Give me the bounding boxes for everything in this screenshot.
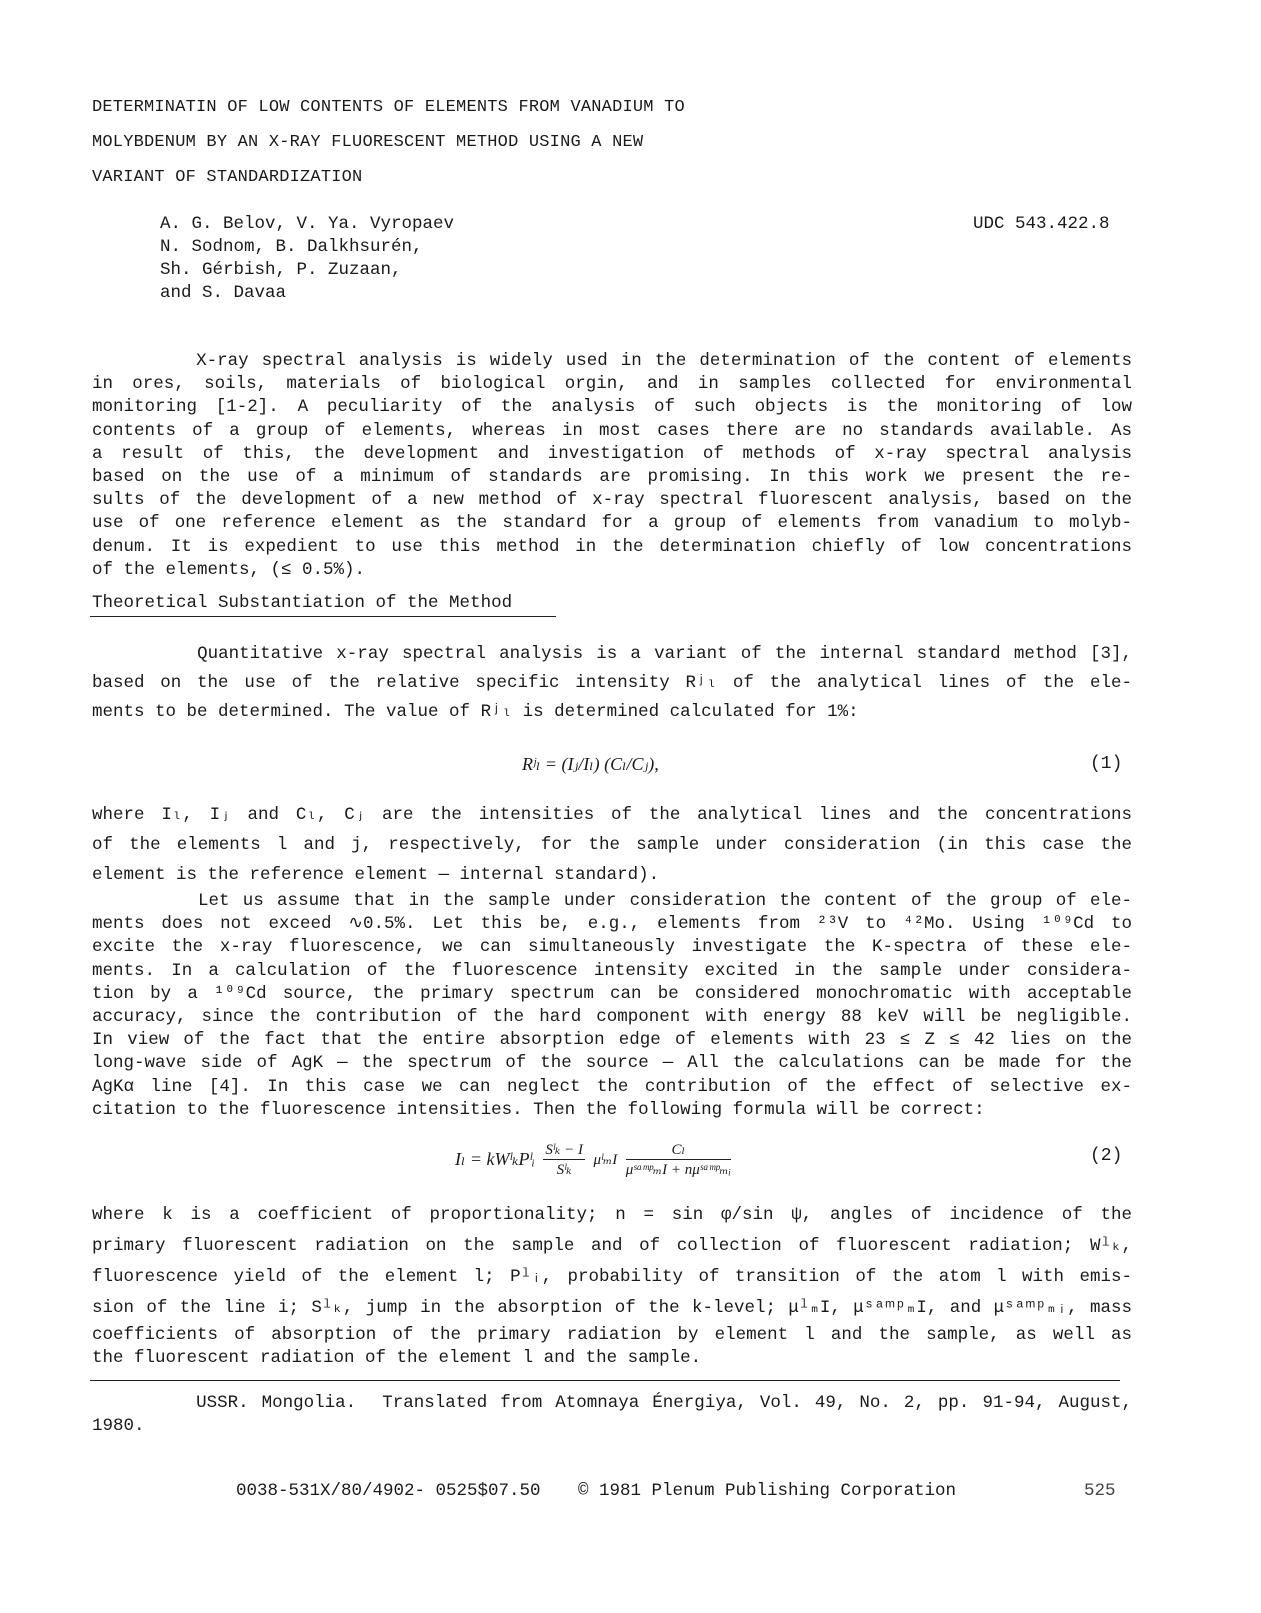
eq2-mu: μˡₘI: [593, 1152, 618, 1168]
text-line: use of one reference element as the standard for a group of elements from vanadium to molyb-: [92, 513, 1132, 534]
title-line-3: VARIANT OF STANDARDIZATION: [92, 168, 363, 187]
text-line: element is the reference element — internal standard).: [92, 865, 660, 885]
footnote: [92, 1392, 1132, 1438]
text-line: Let us assume that in the sample under consideration the content of the group of ele-: [92, 891, 1132, 911]
text-line: ments to be determined. The value of Rʲₗ is determined calculated for 1%:: [92, 702, 859, 722]
eq2-fraction-1: [543, 1140, 585, 1179]
text-line: excite the x-ray fluorescence, we can simultaneously investigate the K-spectra of these ele-: [92, 937, 1132, 958]
author-line-4: and S. Davaa: [160, 283, 287, 303]
author-line-3: Sh. Gérbish, P. Zuzaan,: [160, 260, 402, 280]
text-line: a result of this, the development and investigation of methods of x-ray spectral analysis: [92, 443, 1132, 464]
text-line: X-ray spectral analysis is widely used in the determination of the content of elements: [92, 351, 1132, 371]
udc-code: UDC 543.422.8: [973, 214, 1110, 234]
text-line: the fluorescent radiation of the element l and the sample.: [92, 1348, 702, 1368]
footnote-rule: [90, 1380, 1120, 1381]
text-line: sion of the line i; Sˡₖ, jump in the absorption of the k-level; μˡₘI, μˢᵃᵐᵖₘI, and μˢᵃᵐᵖₘᵢ, mass: [92, 1298, 1132, 1318]
text-line: based on the use of a minimum of standards are promising. In this work we present the re-: [92, 467, 1132, 488]
section-heading: Theoretical Substantiation of the Method: [92, 593, 513, 613]
equation-1-number: (1): [1090, 754, 1123, 774]
footer-code: 0038-531X/80/4902- 0525$07.50: [236, 1481, 541, 1501]
author-line-2: N. Sodnom, B. Dalkhsurén,: [160, 237, 423, 257]
text-line: coefficients of absorption of the primary radiation by element l and the sample, as well as: [92, 1325, 1132, 1345]
paragraph-2: [92, 640, 1132, 727]
text-line: Quantitative x-ray spectral analysis is a variant of the internal standard method [3],: [92, 644, 1132, 664]
text-line: where k is a coefficient of proportionality; n = sin φ/sin ψ, angles of incidence of the: [92, 1205, 1132, 1225]
text-line: sults of the development of a new method of x-ray spectral fluorescent analysis, based on the: [92, 490, 1132, 511]
footer-copyright: © 1981 Plenum Publishing Corporation: [578, 1481, 957, 1501]
eq2-frac1-denominator: Sˡₖ: [556, 1162, 572, 1178]
text-line: monitoring [1-2]. A peculiarity of the analysis of such objects is the monitoring of low: [92, 397, 1132, 418]
text-line: citation to the fluorescence intensities. Then the following formula will be correct:: [92, 1099, 985, 1120]
text-line: ments does not exceed ∿0.5%. Let this be, e.g., elements from ²³V to ⁴²Mo. Using ¹⁰⁹Cd to: [92, 914, 1132, 935]
abstract-paragraph: [92, 350, 1132, 582]
text-line: 1980.: [92, 1416, 145, 1437]
text-line: of the elements, (≤ 0.5%).: [92, 559, 366, 580]
section-heading-underline: [90, 616, 556, 617]
eq2-frac1-numerator: Sˡₖ − I: [545, 1142, 583, 1158]
text-line: accuracy, since the contribution of the hard component with energy 88 keV will be negligible.: [92, 1007, 1132, 1028]
title-line-2: MOLYBDENUM BY AN X-RAY FLUORESCENT METHOD USING A NEW: [92, 133, 644, 152]
text-line: based on the use of the relative specific intensity Rʲₗ of the analytical lines of the ele-: [92, 673, 1132, 693]
eq2-lhs: Iₗ = kWˡₖPˡᵢ: [455, 1149, 535, 1169]
equation-2-number: (2): [1090, 1146, 1123, 1166]
text-line: where Iₗ, Iⱼ and Cₗ, Cⱼ are the intensities of the analytical lines and the concentrations: [92, 805, 1132, 825]
text-line: fluorescence yield of the element l; Pˡᵢ, probability of transition of the atom l with emis-: [92, 1267, 1132, 1287]
title-line-1: DETERMINATIN OF LOW CONTENTS OF ELEMENTS FROM VANADIUM TO: [92, 98, 685, 117]
paragraph-3: [92, 800, 1132, 890]
text-line: denum. It is expedient to use this method in the determination chiefly of low concentrations: [92, 536, 1132, 557]
text-line: contents of a group of elements, whereas in most cases there are no standards available. As: [92, 420, 1132, 441]
author-line-1: A. G. Belov, V. Ya. Vyropaev: [160, 214, 455, 234]
text-line: long-wave side of AgK — the spectrum of the source — All the calculations can be made for the: [92, 1053, 1132, 1074]
text-line: ments. In a calculation of the fluorescence intensity excited in the sample under considera-: [92, 960, 1132, 981]
eq2-frac2-denominator: μˢᵃᵐᵖₘI + nμˢᵃᵐᵖₘᵢ: [625, 1162, 731, 1178]
eq2-fraction-2: [626, 1140, 731, 1179]
text-line: USSR. Mongolia. Translated from Atomnaya Énergiya, Vol. 49, No. 2, pp. 91-94, August,: [92, 1393, 1132, 1413]
paragraph-4: [92, 890, 1132, 1122]
equation-2: [455, 1140, 731, 1192]
text-line: In view of the fact that the entire absorption edge of elements with 23 ≤ Z ≤ 42 lies on the: [92, 1030, 1132, 1051]
text-line: primary fluorescent radiation on the sample and of collection of fluorescent radiation; Wˡₖ,: [92, 1236, 1132, 1256]
text-line: tion by a ¹⁰⁹Cd source, the primary spectrum can be considered monochromatic with acceptable: [92, 983, 1132, 1004]
text-line: AgKα line [4]. In this case we can neglect the contribution of the effect of selective ex-: [92, 1076, 1132, 1097]
text-line: in ores, soils, materials of biological orgin, and in samples collected for environmental: [92, 374, 1132, 395]
eq2-frac2-numerator: Cₗ: [626, 1140, 731, 1160]
text-line: of the elements l and j, respectively, for the sample under consideration (in this case the: [92, 835, 1132, 855]
paragraph-5: [92, 1200, 1132, 1370]
equation-1: Rʲₗ = (Iⱼ/Iₗ) (Cₗ/Cⱼ),: [522, 754, 659, 774]
page-number: 525: [1084, 1481, 1116, 1501]
